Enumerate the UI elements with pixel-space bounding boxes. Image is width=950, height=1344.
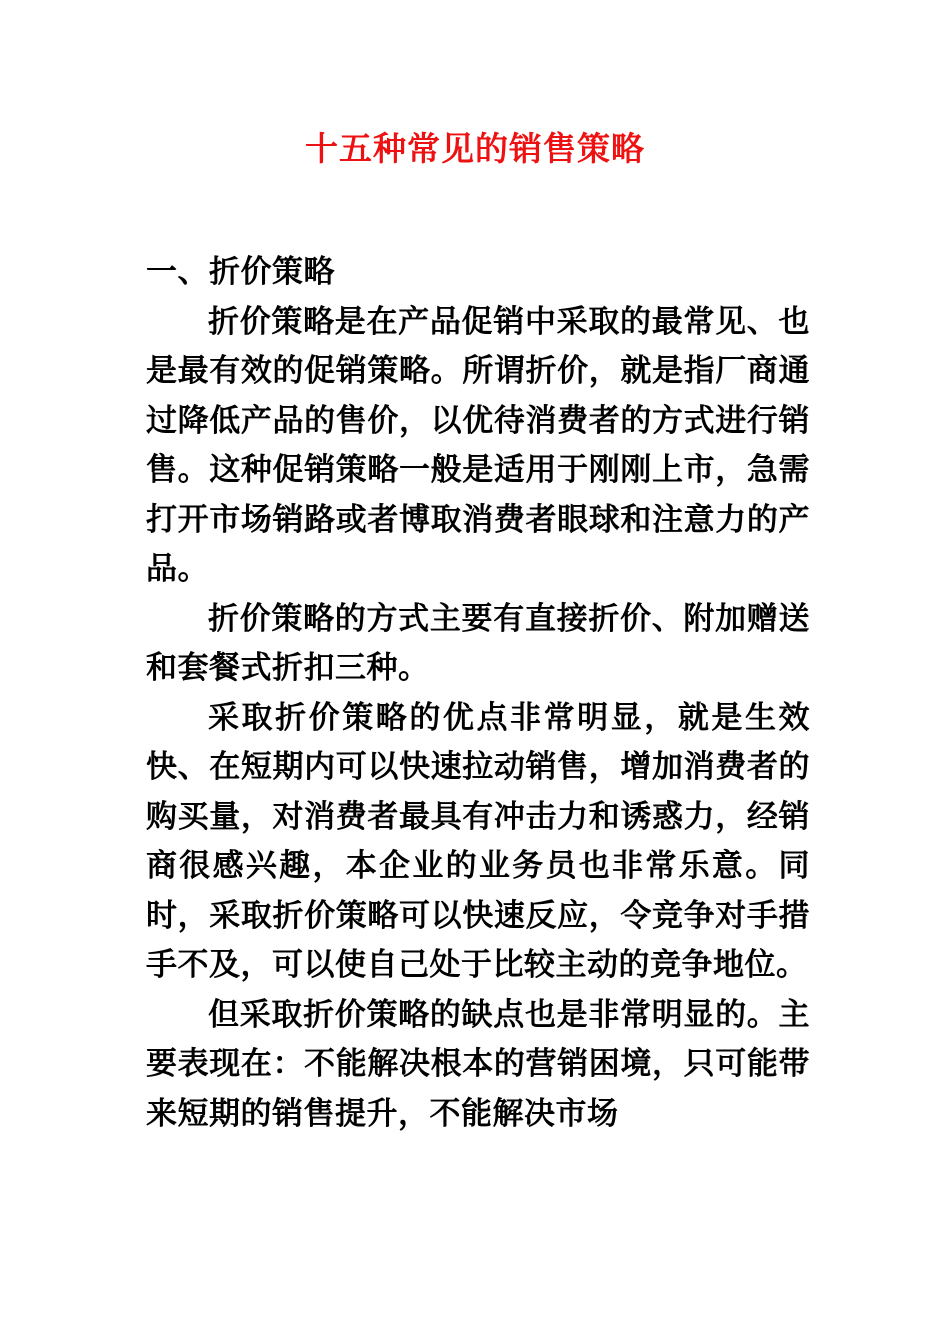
paragraph-disadvantages: 但采取折价策略的缺点也是非常明显的。主要表现在：不能解决根本的营销困境，只可能带来短期的销售提升，不能解决市场 [146, 996, 810, 1132]
document-title: 十五种常见的销售策略 [305, 129, 645, 168]
document-body [146, 248, 810, 1139]
paragraph-advantages: 采取折价策略的优点非常明显，就是生效快、在短期内可以快速拉动销售，增加消费者的购买量，对消费者最具有冲击力和诱惑力，经销商很感兴趣，本企业的业务员也非常乐意。同时，采取折价策略可以快速反应，令竞争对手措手不及，可以使自己处于比较主动的竞争地位。 [146, 699, 810, 983]
paragraph-methods: 折价策略的方式主要有直接折价、附加赠送和套餐式折扣三种。 [146, 600, 810, 686]
section-heading: 一、折价策略 [146, 254, 335, 290]
paragraph-definition: 折价策略是在产品促销中采取的最常见、也是最有效的促销策略。所谓折价，就是指厂商通过降低产品的售价，以优待消费者的方式进行销售。这种促销策略一般是适用于刚刚上市，急需打开市场销路或者博取消费者眼球和注意力的产品。 [146, 303, 810, 587]
